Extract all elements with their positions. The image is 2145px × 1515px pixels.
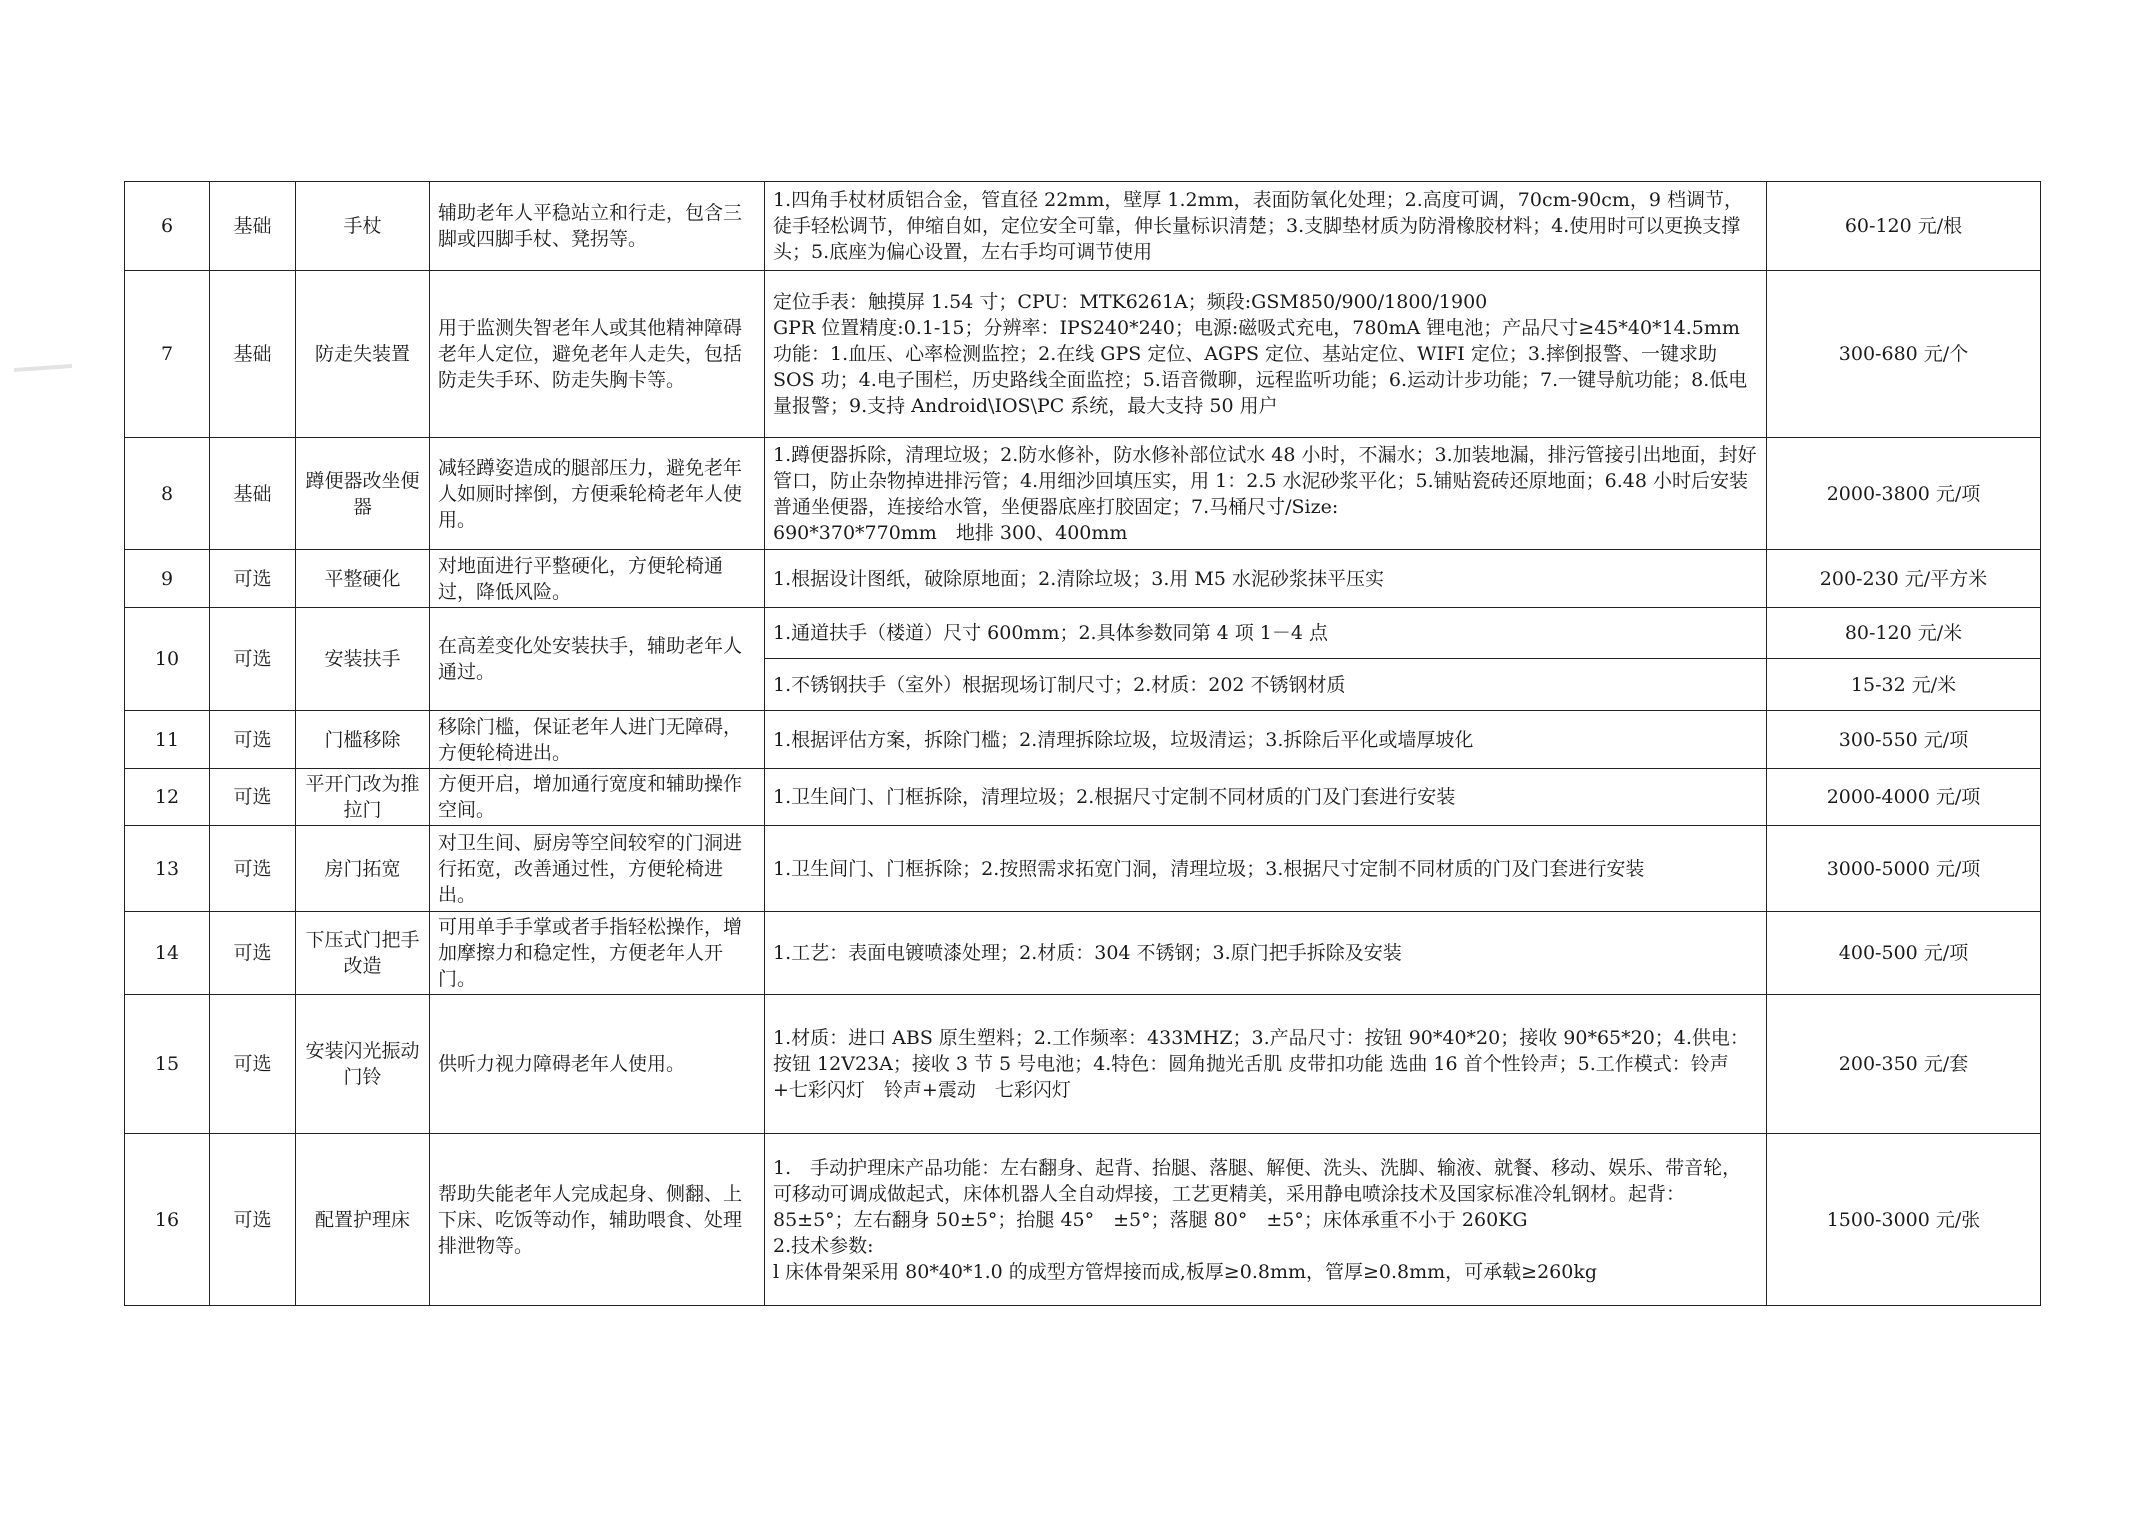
spec-line: 1. 手动护理床产品功能：左右翻身、起背、抬腿、落腿、解便、洗头、洗脚、输液、就餐、移动、娱乐、带音轮，可移动可调成做起式，床体机器人全自动焊接，工艺更精美，采用静电喷涂技术及国家标准冷轧钢材。起背：85±5°；左右翻身 50±5°；抬腿 45° ±5°；落腿 80° ±5°；床体承重不小于 260KG: [773, 1156, 1742, 1231]
cell-spec: [765, 271, 1767, 438]
cell-item-name: [296, 1134, 430, 1306]
cell-description: [430, 769, 765, 826]
cell-description-text: 方便开启，增加通行宽度和辅助操作空间。: [438, 773, 743, 821]
cell-number-text: 11: [154, 728, 180, 751]
cell-category-text: 可选: [233, 786, 272, 808]
spec-line: 1.不锈钢扶手（室外）根据现场订制尺寸；2.材质：202 不锈钢材质: [773, 673, 1346, 696]
spec-line: l 床体骨架采用 80*40*1.0 的成型方管焊接而成,板厚≥0.8mm，管厚≥0.8mm，可承载≥260kg: [773, 1260, 1598, 1283]
cell-number-text: 16: [154, 1208, 180, 1231]
cell-number: [125, 826, 210, 912]
cell-item-name-text: 安装闪光振动门铃: [305, 1040, 420, 1088]
table-row: [125, 182, 2041, 271]
cell-spec: [765, 550, 1767, 608]
table-row: [125, 995, 2041, 1134]
cell-price-text: 1500-3000 元/张: [1826, 1208, 1981, 1231]
cell-category: [210, 995, 296, 1134]
table-row: [125, 271, 2041, 438]
spec-line: 1.根据评估方案，拆除门槛；2.清理拆除垃圾，垃圾清运；3.拆除后平化或墙厚坡化: [773, 728, 1474, 751]
cell-item-name: [296, 995, 430, 1134]
spec-line: 2.技术参数:: [773, 1234, 874, 1257]
cell-spec: [765, 912, 1767, 995]
spec-line: 1.卫生间门、门框拆除，清理垃圾；2.根据尺寸定制不同材质的门及门套进行安装: [773, 786, 1456, 808]
cell-category-text: 基础: [233, 215, 272, 237]
cell-description-text: 对卫生间、厨房等空间较窄的门洞进行拓宽，改善通过性，方便轮椅进出。: [438, 831, 743, 906]
table-row: [125, 826, 2041, 912]
cell-category-text: 可选: [233, 857, 272, 880]
cell-category-text: 可选: [233, 728, 272, 751]
cell-description-text: 供听力视力障碍老年人使用。: [438, 1053, 686, 1075]
cell-category: [210, 912, 296, 995]
cell-category: [210, 1134, 296, 1306]
cell-item-name-text: 防走失装置: [314, 343, 410, 365]
table-row: [125, 608, 2041, 659]
cell-spec: [765, 826, 1767, 912]
cell-description: [430, 912, 765, 995]
cell-price-text: 300-550 元/项: [1838, 728, 1969, 751]
spec-line: 1.蹲便器拆除，清理垃圾；2.防水修补，防水修补部位试水 48 小时，不漏水；3.加装地漏，排污管接引出地面，封好管口，防止杂物掉进排污管；4.用细沙回填压实，用 1：2.5 水泥砂浆平化；5.铺贴瓷砖还原地面；6.48 小时后安装普通坐便器，连接给水管，坐便器底座打胶固定；7.马桶尺寸/Size:: [773, 443, 1757, 518]
cell-number: [125, 438, 210, 550]
cell-price: [1767, 271, 2041, 438]
cell-price-text: 3000-5000 元/项: [1826, 857, 1981, 880]
cell-description-text: 减轻蹲姿造成的腿部压力，避免老年人如厕时摔倒，方便乘轮椅老年人使用。: [438, 456, 743, 531]
cell-price-text: 60-120 元/根: [1844, 215, 1963, 237]
cell-category-text: 可选: [233, 942, 272, 964]
cell-number-text: 10: [154, 648, 180, 670]
cell-item-name: [296, 438, 430, 550]
cell-price: [1767, 608, 2041, 659]
cell-price: [1767, 912, 2041, 995]
cell-item-name: [296, 912, 430, 995]
cell-number-text: 6: [160, 215, 174, 237]
cell-price: [1767, 826, 2041, 912]
cell-description: [430, 826, 765, 912]
cell-item-name: [296, 608, 430, 711]
cell-item-name: [296, 769, 430, 826]
cell-price-text: 200-350 元/套: [1838, 1053, 1969, 1075]
cell-item-name-text: 下压式门把手改造: [305, 929, 420, 977]
cell-category: [210, 769, 296, 826]
cell-description-text: 可用单手手掌或者手指轻松操作，增加摩擦力和稳定性，方便老年人开门。: [438, 916, 743, 990]
cell-spec: [765, 769, 1767, 826]
cell-number-text: 15: [154, 1053, 180, 1075]
cell-number: [125, 769, 210, 826]
spec-line: 1.工艺：表面电镀喷漆处理；2.材质：304 不锈钢；3.原门把手拆除及安装: [773, 942, 1402, 964]
cell-number-text: 12: [154, 786, 180, 808]
cell-description: [430, 995, 765, 1134]
cell-item-name-text: 房门拓宽: [324, 857, 401, 880]
cell-number: [125, 550, 210, 608]
table-row: [125, 438, 2041, 550]
cell-price-text: 300-680 元/个: [1838, 343, 1969, 365]
cell-description: [430, 711, 765, 769]
cell-description-text: 对地面进行平整硬化，方便轮椅通过，降低风险。: [438, 554, 724, 603]
cell-price-text: 200-230 元/平方米: [1819, 567, 1988, 590]
cell-description-text: 在高差变化处安装扶手，辅助老年人通过。: [438, 635, 743, 683]
cell-category-text: 可选: [233, 1208, 272, 1231]
cell-number: [125, 912, 210, 995]
cell-spec: [765, 182, 1767, 271]
cell-item-name-text: 手杖: [343, 215, 382, 237]
cell-item-name-text: 配置护理床: [314, 1208, 410, 1231]
cell-description: [430, 182, 765, 271]
cell-item-name: [296, 550, 430, 608]
cell-category: [210, 608, 296, 711]
cell-price-text: 80-120 元/米: [1844, 622, 1963, 644]
cell-price: [1767, 550, 2041, 608]
cell-price-text: 2000-4000 元/项: [1826, 786, 1981, 808]
cell-description: [430, 438, 765, 550]
cell-spec: [765, 711, 1767, 769]
cell-price: [1767, 1134, 2041, 1306]
cell-item-name: [296, 711, 430, 769]
cell-number-text: 14: [154, 942, 180, 964]
cell-price-text: 2000-3800 元/项: [1826, 482, 1981, 505]
cell-spec: [765, 608, 1767, 659]
cell-spec: [765, 438, 1767, 550]
cell-description: [430, 1134, 765, 1306]
cell-spec: [765, 1134, 1767, 1306]
cell-item-name: [296, 826, 430, 912]
cell-category-text: 可选: [233, 1053, 272, 1075]
product-table: [124, 181, 2041, 1306]
cell-category: [210, 271, 296, 438]
cell-item-name-text: 平整硬化: [324, 567, 401, 590]
spec-line: 1.通道扶手（楼道）尺寸 600mm；2.具体参数同第 4 项 1－4 点: [773, 622, 1329, 644]
cell-spec: [765, 995, 1767, 1134]
cell-category: [210, 826, 296, 912]
cell-description-text: 移除门槛，保证老年人进门无障碍，方便轮椅进出。: [438, 715, 743, 764]
cell-category: [210, 182, 296, 271]
cell-item-name-text: 蹲便器改坐便器: [305, 469, 420, 518]
spec-line: 1.材质：进口 ABS 原生塑料；2.工作频率：433MHZ；3.产品尺寸：按钮 90*40*20；接收 90*65*20；4.供电：按钮 12V23A；接收 3 节 5 号电池；4.特色：圆角抛光舌肌 皮带扣功能 选曲 16 首个性铃声；5.工作模式：铃声+七彩闪灯 铃声+震动 七彩闪灯: [773, 1027, 1749, 1101]
spec-line: 1.卫生间门、门框拆除；2.按照需求拓宽门洞，清理垃圾；3.根据尺寸定制不同材质的门及门套进行安装: [773, 857, 1645, 880]
table-row: [125, 1134, 2041, 1306]
cell-category-text: 可选: [233, 648, 272, 670]
spec-line: 1.四角手杖材质铝合金，管直径 22mm，壁厚 1.2mm，表面防氧化处理；2.高度可调，70cm-90cm，9 档调节，徒手轻松调节，伸缩自如，定位安全可靠，伸长量标识清楚；3.支脚垫材质为防滑橡胶材料；4.使用时可以更换支撑头；5.底座为偏心设置，左右手均可调节使用: [773, 189, 1744, 263]
table-row: [125, 550, 2041, 608]
table-row: [125, 912, 2041, 995]
spec-line: GPR 位置精度:0.1-15；分辨率：IPS240*240；电源:磁吸式充电，780mA 锂电池；产品尺寸≥45*40*14.5mm: [773, 317, 1740, 339]
cell-item-name: [296, 271, 430, 438]
cell-price-text: 400-500 元/项: [1838, 942, 1969, 964]
cell-number-text: 7: [160, 343, 174, 365]
cell-price: [1767, 995, 2041, 1134]
cell-number: [125, 608, 210, 711]
cell-number-text: 13: [154, 857, 180, 880]
table-row: [125, 769, 2041, 826]
cell-number: [125, 271, 210, 438]
cell-price: [1767, 182, 2041, 271]
cell-price: [1767, 769, 2041, 826]
cell-price: [1767, 659, 2041, 711]
cell-category-text: 基础: [233, 482, 272, 505]
spec-line: 功能：1.血压、心率检测监控；2.在线 GPS 定位、AGPS 定位、基站定位、WIFI 定位；3.摔倒报警、一键求助 SOS 功；4.电子围栏，历史路线全面监控；5.语音微聊，远程监听功能；6.运动计步功能；7.一键导航功能；8.低电量报警；9.支持 Android\IOS\PC 系统，最大支持 50 用户: [773, 343, 1748, 417]
scan-artifact: [14, 364, 72, 372]
cell-number: [125, 182, 210, 271]
table-row: [125, 711, 2041, 769]
cell-number: [125, 1134, 210, 1306]
cell-category: [210, 438, 296, 550]
cell-number-text: 9: [160, 567, 174, 590]
cell-spec: [765, 659, 1767, 711]
cell-item-name-text: 门槛移除: [324, 728, 401, 751]
table-body: [125, 182, 2041, 1306]
cell-category: [210, 550, 296, 608]
cell-description-text: 辅助老年人平稳站立和行走，包含三脚或四脚手杖、凳拐等。: [438, 202, 743, 250]
spec-line: 1.根据设计图纸，破除原地面；2.清除垃圾；3.用 M5 水泥砂浆抹平压实: [773, 567, 1385, 590]
cell-description: [430, 550, 765, 608]
cell-price-text: 15-32 元/米: [1850, 673, 1957, 696]
cell-description: [430, 608, 765, 711]
cell-category-text: 可选: [233, 567, 272, 590]
cell-price: [1767, 438, 2041, 550]
cell-number: [125, 711, 210, 769]
cell-item-name-text: 安装扶手: [324, 648, 401, 670]
cell-category: [210, 711, 296, 769]
cell-number: [125, 995, 210, 1134]
cell-item-name: [296, 182, 430, 271]
cell-category-text: 基础: [233, 343, 272, 365]
spec-line: 定位手表：触摸屏 1.54 寸；CPU：MTK6261A；频段:GSM850/900/1800/1900: [773, 291, 1488, 313]
cell-number-text: 8: [160, 482, 174, 505]
cell-description-text: 帮助失能老年人完成起身、侧翻、上下床、吃饭等动作，辅助喂食、处理排泄物等。: [438, 1182, 743, 1257]
cell-description-text: 用于监测失智老年人或其他精神障碍老年人定位，避免老年人走失，包括防走失手环、防走失胸卡等。: [438, 317, 743, 391]
cell-price: [1767, 711, 2041, 769]
cell-description: [430, 271, 765, 438]
cell-item-name-text: 平开门改为推拉门: [305, 773, 420, 821]
spec-line: 690*370*770mm 地排 300、400mm: [773, 521, 1128, 544]
